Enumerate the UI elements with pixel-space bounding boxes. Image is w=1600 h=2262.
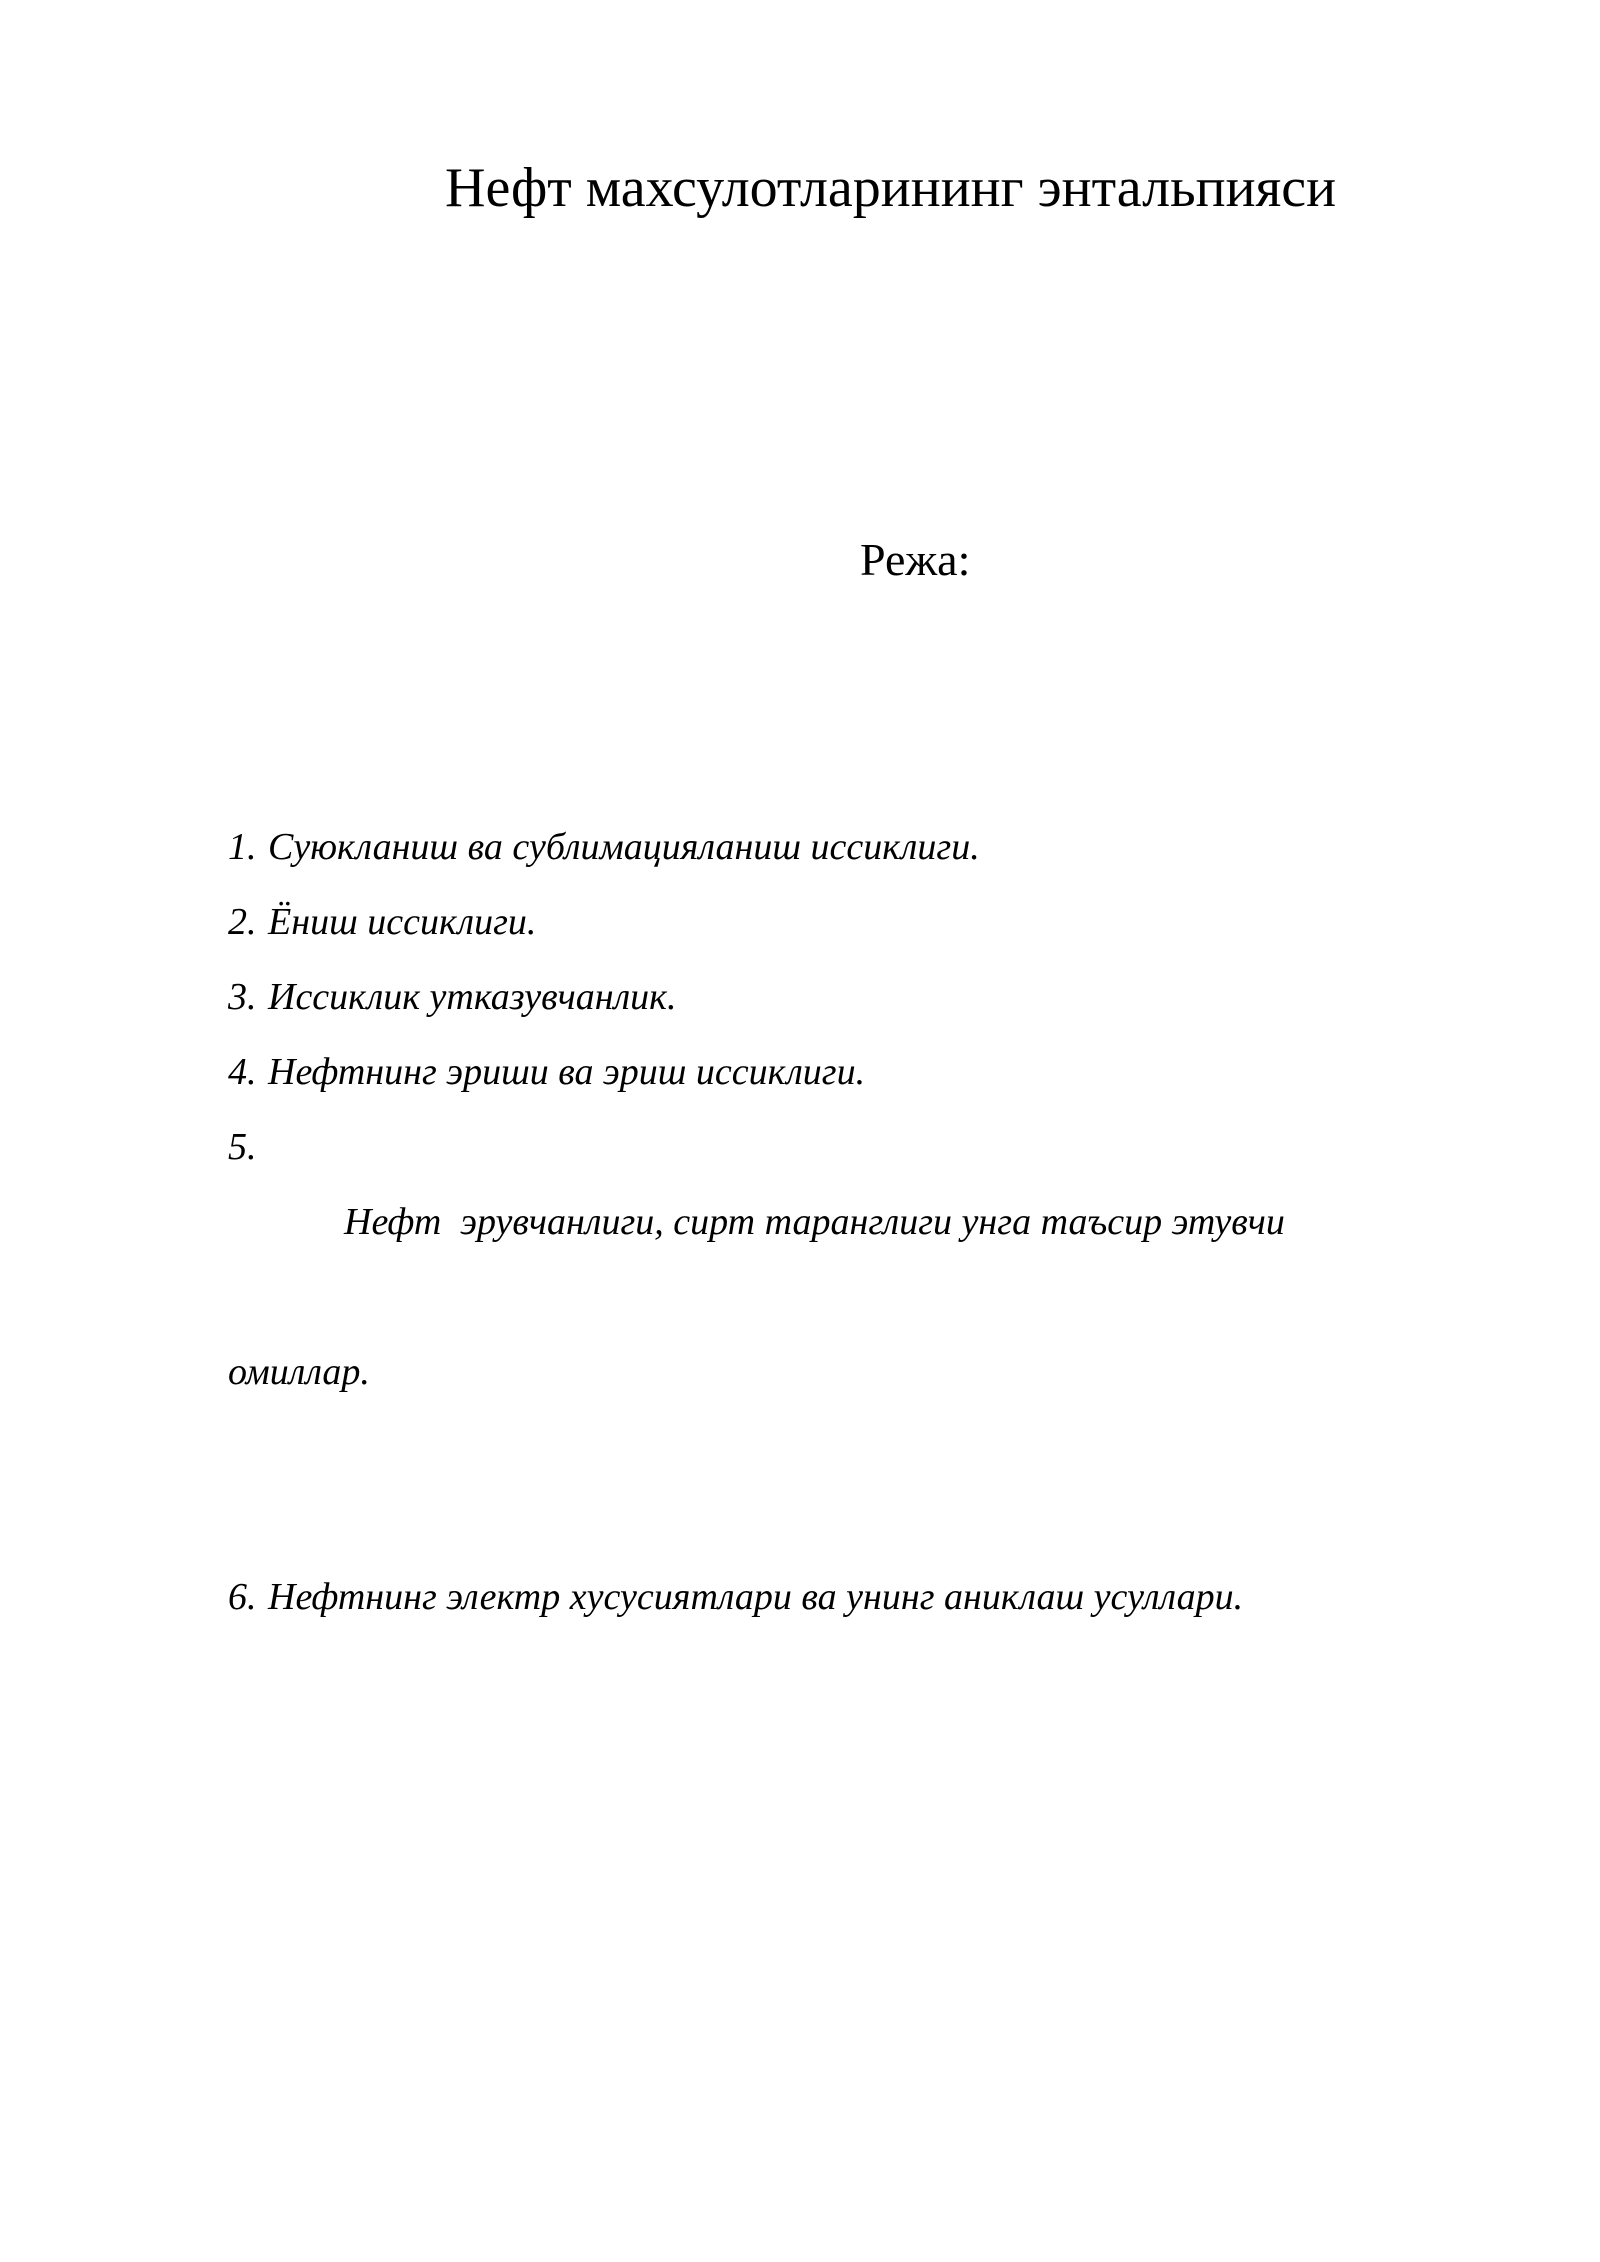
plan-item-number: 5. — [228, 1126, 257, 1168]
plan-item-number: 6. — [228, 1576, 257, 1618]
plan-item — [228, 1035, 1408, 1110]
plan-item-text: Ёниш иссиклиги. — [268, 901, 537, 943]
plan-item-text: Нефт эрувчанлиги, сирт таранглиги унга таъсир этувчи — [344, 1201, 1285, 1243]
plan-item-number: 2. — [228, 901, 257, 943]
plan-item — [228, 1110, 1408, 1560]
plan-item-text: Нефтнинг эриши ва эриш иссиклиги. — [268, 1051, 866, 1093]
plan-item — [228, 810, 1408, 885]
plan-item — [228, 960, 1408, 1035]
plan-item-number: 1. — [228, 826, 257, 868]
plan-item-text-continuation: омиллар. — [228, 1351, 370, 1393]
document-title: Нефт махсулотларининг энтальпияси — [445, 157, 1337, 219]
plan-item-text: Иссиклик утказувчанлик. — [268, 976, 677, 1018]
plan-item-number: 3. — [228, 976, 257, 1018]
plan-item-number: 4. — [228, 1051, 257, 1093]
plan-item-text: Суюкланиш ва сублимацияланиш иссиклиги. — [268, 826, 980, 868]
plan-item-text-wrapper — [228, 1110, 1408, 1560]
plan-list — [228, 810, 1408, 1635]
plan-item — [228, 1560, 1408, 1635]
plan-item — [228, 885, 1408, 960]
plan-heading: Режа: — [860, 534, 971, 585]
plan-item-text: Нефтнинг электр хусусиятлари ва унинг аниклаш усуллари. — [268, 1576, 1244, 1618]
